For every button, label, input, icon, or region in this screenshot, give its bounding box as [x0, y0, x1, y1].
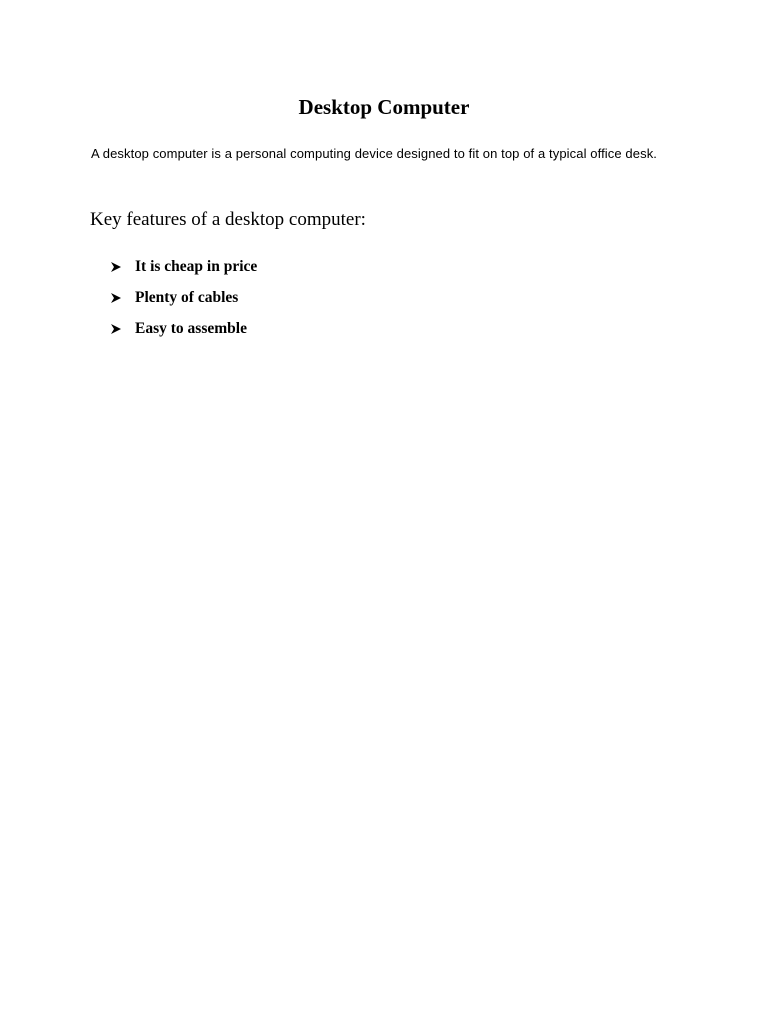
arrowhead-bullet-icon	[110, 323, 135, 335]
list-item	[110, 313, 257, 344]
feature-list	[110, 251, 257, 344]
list-item	[110, 251, 257, 282]
features-heading: Key features of a desktop computer:	[90, 209, 366, 230]
intro-paragraph: A desktop computer is a personal computing device designed to fit on top of a typical office desk.	[91, 146, 657, 161]
arrowhead-bullet-icon	[110, 292, 135, 304]
feature-label: Easy to assemble	[135, 319, 247, 337]
feature-label: Plenty of cables	[135, 288, 239, 306]
arrowhead-bullet-icon	[110, 261, 135, 273]
feature-label: It is cheap in price	[135, 257, 258, 275]
page-title: Desktop Computer	[298, 95, 470, 119]
list-item	[110, 282, 257, 313]
